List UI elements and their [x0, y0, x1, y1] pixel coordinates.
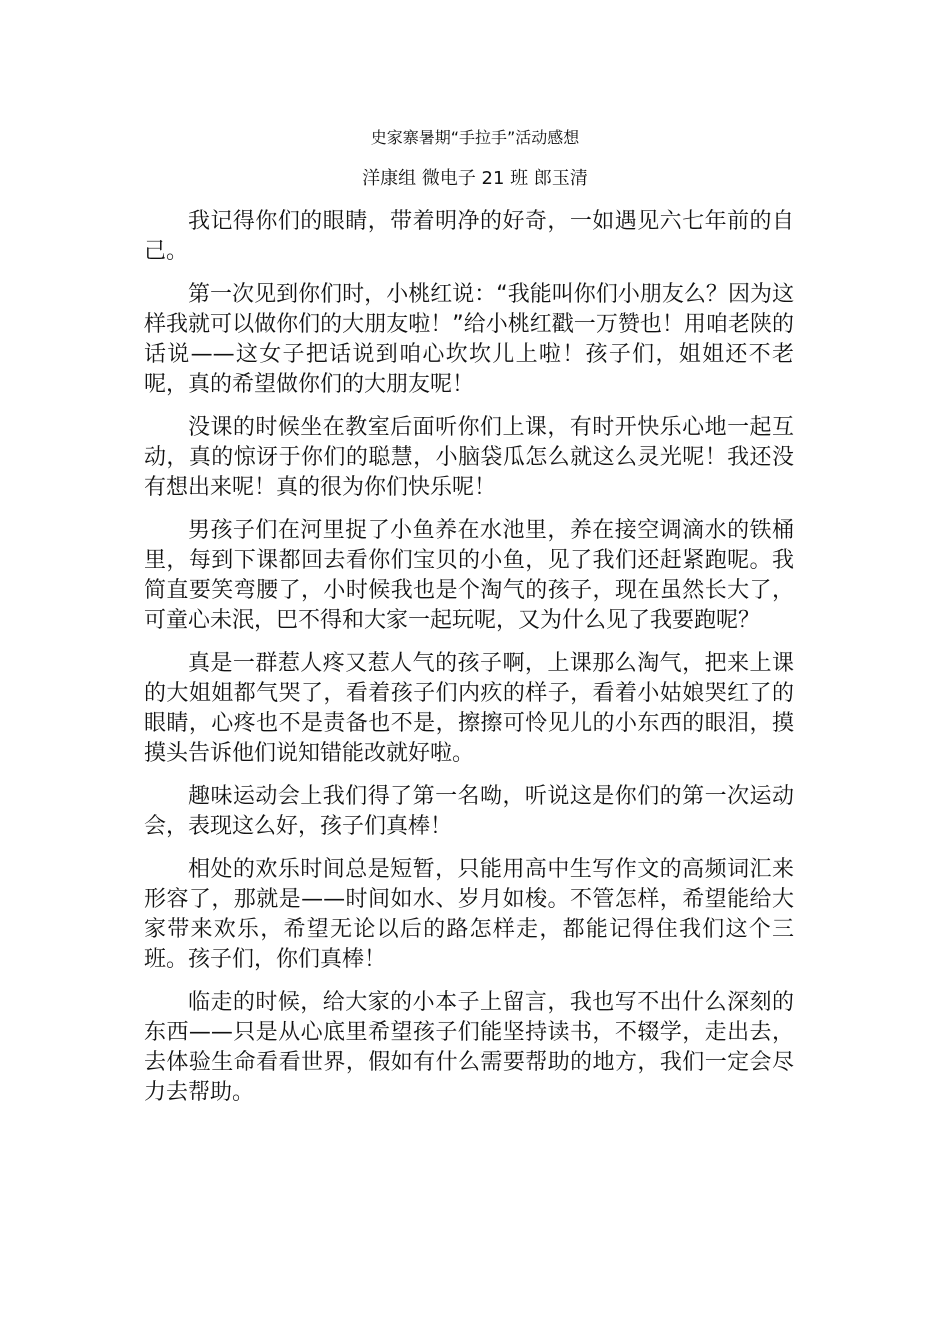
paragraph: 我记得你们的眼睛，带着明净的好奇，一如遇见六七年前的自己。	[144, 209, 794, 264]
paragraph: 临走的时候，给大家的小本子上留言，我也写不出什么深刻的东西——只是从心底里希望孩子们能坚持读书，不辍学，走出去，去体验生命看看世界，假如有什么需要帮助的地方，我们一定会尽力去帮助。	[144, 990, 794, 1105]
author-line: 洋康组 微电子 21 班 郎玉清	[362, 168, 588, 189]
paragraph: 男孩子们在河里捉了小鱼养在水池里，养在接空调滴水的铁桶里，每到下课都回去看你们宝贝的小鱼，见了我们还赶紧跑呢。我简直要笑弯腰了，小时候我也是个淘气的孩子，现在虽然长大了，可童心未泯，巴不得和大家一起玩呢，又为什么见了我要跑呢？	[144, 518, 794, 633]
document-title: 史家寨暑期“手拉手”活动感想	[370, 128, 580, 147]
document-body	[144, 207, 794, 1121]
paragraph: 趣味运动会上我们得了第一名呦，听说这是你们的第一次运动会，表现这么好，孩子们真棒！	[144, 784, 794, 839]
paragraph: 没课的时候坐在教室后面听你们上课，有时开快乐心地一起互动，真的惊讶于你们的聪慧，小脑袋瓜怎么就这么灵光呢！我还没有想出来呢！真的很为你们快乐呢！	[144, 415, 794, 500]
paragraph: 真是一群惹人疼又惹人气的孩子啊，上课那么淘气，把来上课的大姐姐都气哭了，看着孩子们内疚的样子，看着小姑娘哭红了的眼睛，心疼也不是责备也不是，擦擦可怜见儿的小东西的眼泪，摸摸头告诉他们说知错能改就好啦。	[144, 651, 794, 766]
paragraph: 相处的欢乐时间总是短暂，只能用高中生写作文的高频词汇来形容了，那就是——时间如水、岁月如梭。不管怎样，希望能给大家带来欢乐，希望无论以后的路怎样走，都能记得住我们这个三班。孩子们，你们真棒！	[144, 857, 794, 972]
paragraph: 第一次见到你们时，小桃红说：“我能叫你们小朋友么？因为这样我就可以做你们的大朋友啦！”给小桃红戳一万赞也！用咱老陕的话说——这女子把话说到咱心坎坎儿上啦！孩子们，姐姐还不老呢，真的希望做你们的大朋友呢！	[144, 282, 794, 397]
